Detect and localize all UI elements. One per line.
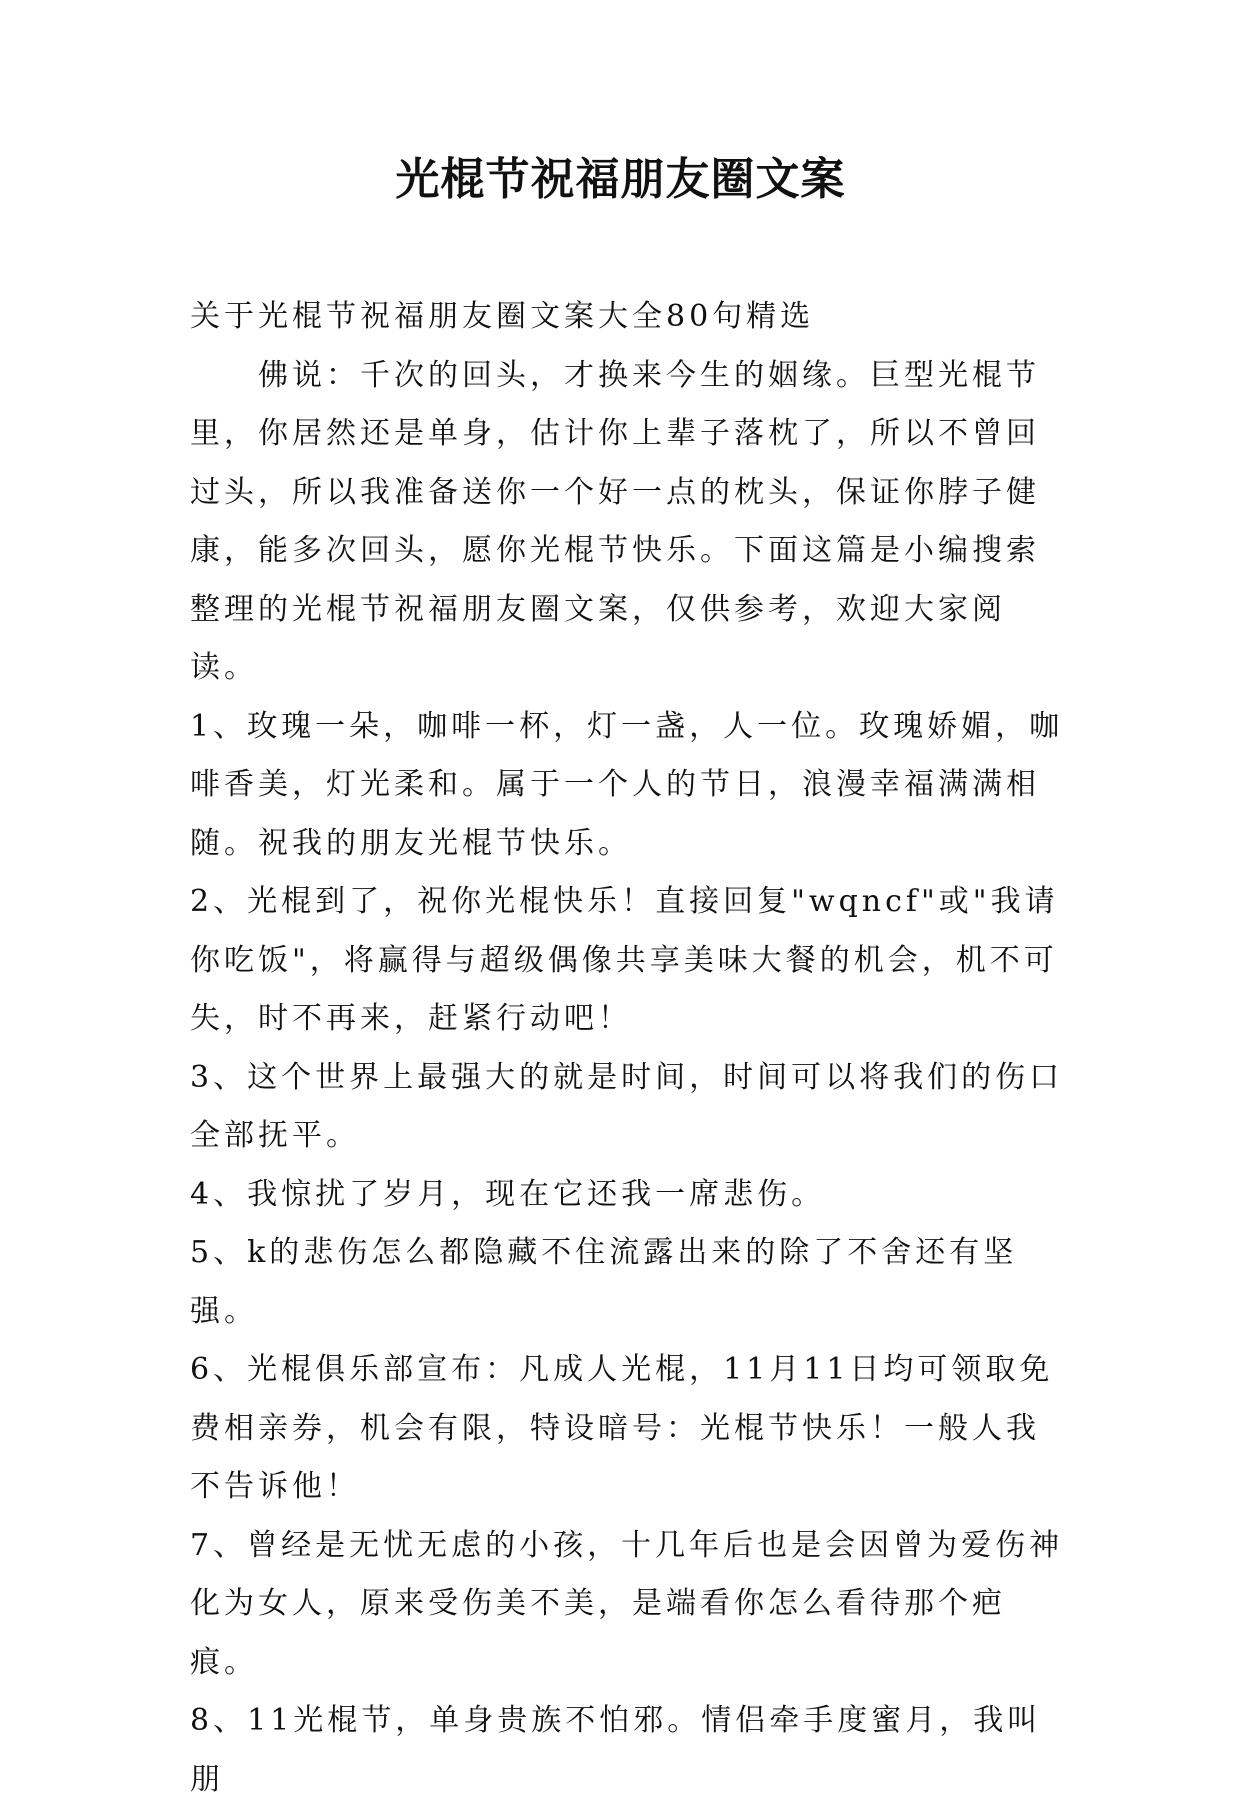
list-item: 2、光棍到了，祝你光棍快乐！直接回复"wqncf"或"我请你吃饭"，将赢得与超级偶像共享美味大餐的机会，机不可失，时不再来，赶紧行动吧！ — [190, 884, 1059, 1036]
list-item: 3、这个世界上最强大的就是时间，时间可以将我们的伤口全部抚平。 — [190, 1059, 1064, 1153]
list-item: 5、k的悲伤怎么都隐藏不住流露出来的除了不舍还有坚强。 — [190, 1235, 1018, 1329]
list-item: 8、11光棍节，单身贵族不怕邪。情侣牵手度蜜月，我叫朋 — [190, 1703, 1042, 1797]
document-body — [190, 288, 1070, 1809]
list-item: 7、曾经是无忧无虑的小孩，十几年后也是会因曾为爱伤神化为女人，原来受伤美不美，是端看你怎么看待那个疤痕。 — [190, 1527, 1064, 1680]
list-item: 4、我惊扰了岁月，现在它还我一席悲伤。 — [190, 1176, 826, 1212]
intro-paragraph: 佛说：千次的回头，才换来今生的姻缘。巨型光棍节里，你居然还是单身，估计你上辈子落枕了，所以不曾回过头，所以我准备送你一个好一点的枕头，保证你脖子健康，能多次回头，愿你光棍节快乐。下面这篇是小编搜索整理的光棍节祝福朋友圈文案，仅供参考，欢迎大家阅读。 — [190, 357, 1040, 685]
document-subtitle: 关于光棍节祝福朋友圈文案大全80句精选 — [190, 299, 815, 334]
list-item: 6、光棍俱乐部宣布：凡成人光棍，11月11日均可领取免费相亲券，机会有限，特设暗号：光棍节快乐！一般人我不告诉他！ — [190, 1352, 1054, 1504]
document-title: 光棍节祝福朋友圈文案 — [395, 154, 846, 205]
list-item: 1、玫瑰一朵，咖啡一杯，灯一盏，人一位。玫瑰娇媚，咖啡香美，灯光柔和。属于一个人的节日，浪漫幸福满满相随。祝我的朋友光棍节快乐。 — [190, 708, 1064, 861]
